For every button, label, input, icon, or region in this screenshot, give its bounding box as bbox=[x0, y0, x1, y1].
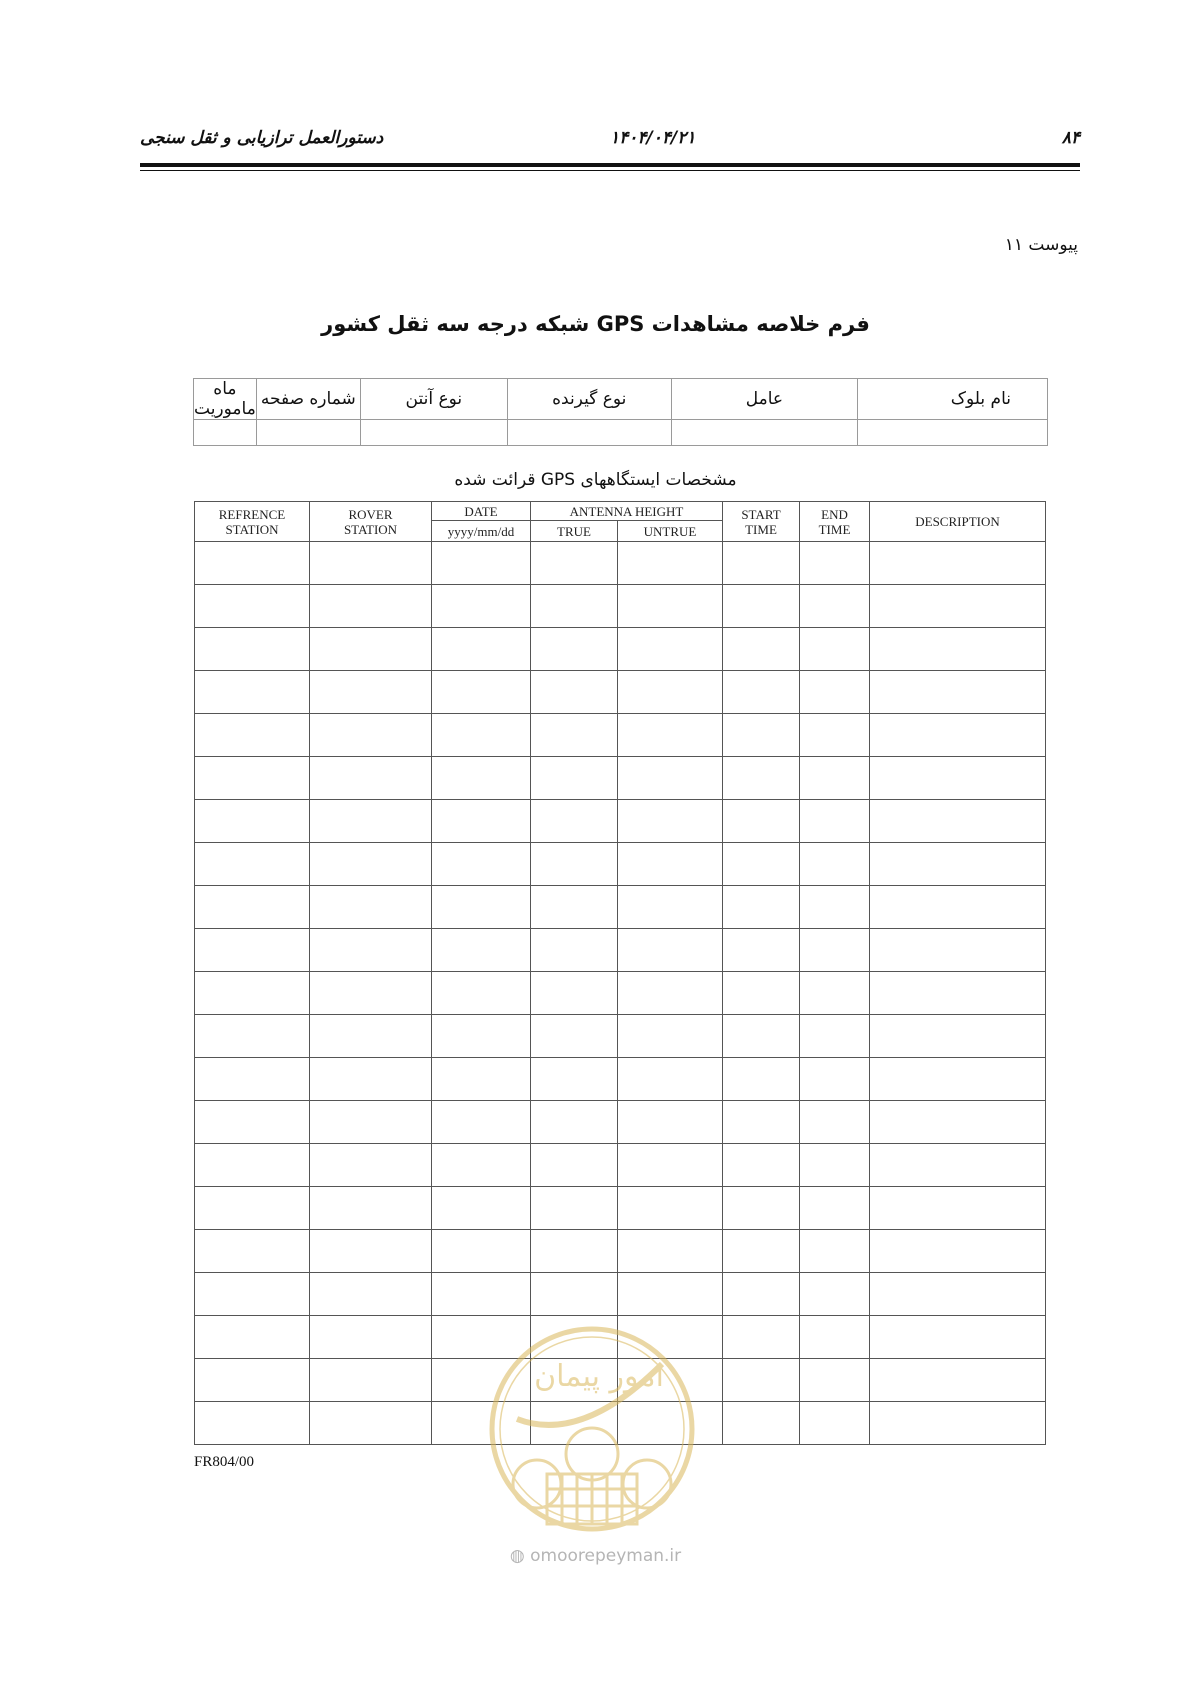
table-cell[interactable] bbox=[531, 886, 618, 929]
table-cell[interactable] bbox=[310, 585, 432, 628]
col-true: TRUE bbox=[531, 521, 618, 542]
table-cell[interactable] bbox=[531, 542, 618, 585]
table-cell[interactable] bbox=[432, 1015, 531, 1058]
table-cell[interactable] bbox=[195, 1402, 310, 1445]
table-row bbox=[195, 628, 1046, 671]
table-cell[interactable] bbox=[800, 671, 870, 714]
watermark-site: ◍ omoorepeyman.ir bbox=[509, 1546, 682, 1566]
col-description: DESCRIPTION bbox=[870, 502, 1046, 542]
col-untrue: UNTRUE bbox=[618, 521, 723, 542]
table-cell[interactable] bbox=[310, 757, 432, 800]
table-cell[interactable] bbox=[432, 671, 531, 714]
table-cell[interactable] bbox=[618, 542, 723, 585]
meta-cell[interactable] bbox=[256, 420, 360, 446]
table-cell[interactable] bbox=[432, 800, 531, 843]
table-cell[interactable] bbox=[618, 628, 723, 671]
form-title: فرم خلاصه مشاهدات GPS شبکه درجه سه ثقل کشور bbox=[321, 312, 870, 336]
table-cell[interactable] bbox=[800, 1402, 870, 1445]
table-cell[interactable] bbox=[800, 542, 870, 585]
table-cell[interactable] bbox=[618, 1273, 723, 1316]
table-cell[interactable] bbox=[870, 1359, 1046, 1402]
table-cell[interactable] bbox=[800, 1230, 870, 1273]
table-cell[interactable] bbox=[618, 1187, 723, 1230]
table-cell[interactable] bbox=[531, 671, 618, 714]
table-cell[interactable] bbox=[800, 800, 870, 843]
table-cell[interactable] bbox=[618, 1101, 723, 1144]
table-cell[interactable] bbox=[310, 1402, 432, 1445]
meta-cell[interactable] bbox=[360, 420, 507, 446]
table-cell[interactable] bbox=[870, 929, 1046, 972]
table-cell[interactable] bbox=[195, 1015, 310, 1058]
table-cell[interactable] bbox=[195, 929, 310, 972]
table-cell[interactable] bbox=[195, 972, 310, 1015]
table-cell[interactable] bbox=[870, 972, 1046, 1015]
meta-col-agent: عامل bbox=[671, 379, 857, 420]
table-cell[interactable] bbox=[870, 1402, 1046, 1445]
table-cell[interactable] bbox=[870, 628, 1046, 671]
table-cell[interactable] bbox=[531, 628, 618, 671]
stations-title: مشخصات ایستگاههای GPS قرائت شده bbox=[454, 470, 737, 490]
table-cell[interactable] bbox=[531, 1101, 618, 1144]
table-cell[interactable] bbox=[618, 1144, 723, 1187]
table-cell[interactable] bbox=[870, 1144, 1046, 1187]
table-cell[interactable] bbox=[195, 843, 310, 886]
observations-table bbox=[194, 501, 1046, 1445]
table-cell[interactable] bbox=[432, 714, 531, 757]
table-cell[interactable] bbox=[432, 1058, 531, 1101]
table-cell[interactable] bbox=[723, 628, 800, 671]
table-cell[interactable] bbox=[310, 1359, 432, 1402]
table-cell[interactable] bbox=[723, 1273, 800, 1316]
table-row bbox=[195, 843, 1046, 886]
table-row bbox=[195, 671, 1046, 714]
table-cell[interactable] bbox=[723, 542, 800, 585]
table-cell[interactable] bbox=[618, 929, 723, 972]
table-cell[interactable] bbox=[723, 929, 800, 972]
table-cell[interactable] bbox=[800, 585, 870, 628]
meta-cell[interactable] bbox=[858, 420, 1048, 446]
table-cell[interactable] bbox=[310, 714, 432, 757]
table-cell[interactable] bbox=[310, 886, 432, 929]
meta-cell[interactable] bbox=[671, 420, 857, 446]
table-cell[interactable] bbox=[800, 1316, 870, 1359]
table-cell[interactable] bbox=[618, 843, 723, 886]
table-cell[interactable] bbox=[800, 1101, 870, 1144]
table-cell[interactable] bbox=[723, 757, 800, 800]
table-cell[interactable] bbox=[723, 800, 800, 843]
col-antenna-height: ANTENNA HEIGHT bbox=[531, 502, 723, 521]
table-cell[interactable] bbox=[195, 1144, 310, 1187]
table-cell[interactable] bbox=[195, 1101, 310, 1144]
table-cell[interactable] bbox=[531, 714, 618, 757]
table-row bbox=[195, 1230, 1046, 1273]
table-row bbox=[195, 1015, 1046, 1058]
table-cell[interactable] bbox=[310, 542, 432, 585]
table-cell[interactable] bbox=[618, 886, 723, 929]
table-row bbox=[195, 1144, 1046, 1187]
table-cell[interactable] bbox=[531, 1144, 618, 1187]
table-cell[interactable] bbox=[618, 1230, 723, 1273]
table-cell[interactable] bbox=[531, 972, 618, 1015]
table-cell[interactable] bbox=[531, 1058, 618, 1101]
table-cell[interactable] bbox=[195, 1316, 310, 1359]
table-cell[interactable] bbox=[800, 1187, 870, 1230]
table-cell[interactable] bbox=[432, 843, 531, 886]
table-cell[interactable] bbox=[310, 929, 432, 972]
table-cell[interactable] bbox=[195, 1230, 310, 1273]
table-cell[interactable] bbox=[723, 1316, 800, 1359]
table-cell[interactable] bbox=[870, 1187, 1046, 1230]
meta-col-page: شماره صفحه bbox=[256, 379, 360, 420]
meta-col-antenna: نوع آنتن bbox=[360, 379, 507, 420]
table-cell[interactable] bbox=[618, 757, 723, 800]
table-cell[interactable] bbox=[618, 800, 723, 843]
table-cell[interactable] bbox=[800, 757, 870, 800]
table-cell[interactable] bbox=[800, 1359, 870, 1402]
table-cell[interactable] bbox=[432, 542, 531, 585]
table-cell[interactable] bbox=[310, 972, 432, 1015]
meta-cell[interactable] bbox=[194, 420, 257, 446]
table-cell[interactable] bbox=[800, 1058, 870, 1101]
table-cell[interactable] bbox=[800, 628, 870, 671]
meta-col-receiver: نوع گیرنده bbox=[507, 379, 671, 420]
table-cell[interactable] bbox=[531, 585, 618, 628]
page-number: ۸۴ bbox=[1061, 128, 1080, 148]
col-end-time: END TIME bbox=[800, 502, 870, 542]
header-title: دستورالعمل ترازیابی و ثقل سنجی bbox=[140, 128, 384, 148]
table-cell[interactable] bbox=[310, 671, 432, 714]
table-cell[interactable] bbox=[618, 671, 723, 714]
table-row bbox=[195, 1273, 1046, 1316]
table-cell[interactable] bbox=[310, 843, 432, 886]
table-row bbox=[195, 585, 1046, 628]
table-cell[interactable] bbox=[870, 585, 1046, 628]
table-cell[interactable] bbox=[870, 1015, 1046, 1058]
table-cell[interactable] bbox=[723, 886, 800, 929]
table-cell[interactable] bbox=[195, 585, 310, 628]
table-cell[interactable] bbox=[618, 1015, 723, 1058]
table-cell[interactable] bbox=[870, 542, 1046, 585]
table-row bbox=[195, 929, 1046, 972]
table-cell[interactable] bbox=[723, 1101, 800, 1144]
table-cell[interactable] bbox=[531, 1187, 618, 1230]
table-cell[interactable] bbox=[432, 1273, 531, 1316]
table-cell[interactable] bbox=[531, 800, 618, 843]
annex-label: پیوست ۱۱ bbox=[1004, 235, 1078, 255]
table-cell[interactable] bbox=[870, 671, 1046, 714]
table-cell[interactable] bbox=[870, 1058, 1046, 1101]
meta-cell[interactable] bbox=[507, 420, 671, 446]
table-cell[interactable] bbox=[723, 585, 800, 628]
table-row bbox=[195, 1187, 1046, 1230]
table-cell[interactable] bbox=[195, 1187, 310, 1230]
table-cell[interactable] bbox=[432, 929, 531, 972]
table-row bbox=[195, 972, 1046, 1015]
table-cell[interactable] bbox=[195, 714, 310, 757]
table-cell[interactable] bbox=[432, 972, 531, 1015]
table-cell[interactable] bbox=[723, 972, 800, 1015]
table-cell[interactable] bbox=[800, 1273, 870, 1316]
table-cell[interactable] bbox=[195, 1058, 310, 1101]
table-cell[interactable] bbox=[618, 972, 723, 1015]
globe-icon: ◍ bbox=[509, 1546, 525, 1566]
table-cell[interactable] bbox=[310, 1144, 432, 1187]
col-refrence-station: REFRENCE STATION bbox=[195, 502, 310, 542]
table-cell[interactable] bbox=[195, 886, 310, 929]
header-rule-thick bbox=[140, 163, 1080, 167]
table-cell[interactable] bbox=[531, 757, 618, 800]
table-cell[interactable] bbox=[531, 1230, 618, 1273]
table-cell[interactable] bbox=[432, 886, 531, 929]
table-cell[interactable] bbox=[723, 843, 800, 886]
col-date-format: yyyy/mm/dd bbox=[432, 521, 531, 542]
table-cell[interactable] bbox=[870, 843, 1046, 886]
table-cell[interactable] bbox=[723, 1144, 800, 1187]
table-cell[interactable] bbox=[723, 1187, 800, 1230]
table-cell[interactable] bbox=[800, 929, 870, 972]
header-rule-thin bbox=[140, 170, 1080, 171]
header-date: ۱۴۰۴/۰۴/۲۱ bbox=[610, 128, 696, 148]
table-cell[interactable] bbox=[870, 800, 1046, 843]
table-cell[interactable] bbox=[618, 585, 723, 628]
watermark-seal-icon bbox=[487, 1324, 697, 1534]
table-cell[interactable] bbox=[195, 800, 310, 843]
table-cell[interactable] bbox=[870, 1273, 1046, 1316]
table-cell[interactable] bbox=[432, 1230, 531, 1273]
table-cell[interactable] bbox=[310, 1316, 432, 1359]
table-cell[interactable] bbox=[800, 843, 870, 886]
table-cell[interactable] bbox=[310, 1101, 432, 1144]
table-row bbox=[195, 542, 1046, 585]
table-cell[interactable] bbox=[531, 1015, 618, 1058]
table-cell[interactable] bbox=[800, 886, 870, 929]
table-cell[interactable] bbox=[432, 628, 531, 671]
meta-col-month: ماه ماموریت bbox=[194, 379, 256, 419]
table-cell[interactable] bbox=[195, 542, 310, 585]
table-cell[interactable] bbox=[310, 1230, 432, 1273]
table-cell[interactable] bbox=[723, 714, 800, 757]
table-row bbox=[195, 800, 1046, 843]
table-cell[interactable] bbox=[531, 929, 618, 972]
table-cell[interactable] bbox=[310, 1187, 432, 1230]
table-cell[interactable] bbox=[531, 1273, 618, 1316]
table-cell[interactable] bbox=[723, 1230, 800, 1273]
table-cell[interactable] bbox=[310, 1273, 432, 1316]
table-cell[interactable] bbox=[195, 628, 310, 671]
table-cell[interactable] bbox=[870, 714, 1046, 757]
table-cell[interactable] bbox=[723, 1015, 800, 1058]
table-cell[interactable] bbox=[432, 757, 531, 800]
meta-col-block: نام بلوک bbox=[858, 379, 1048, 420]
table-cell[interactable] bbox=[310, 800, 432, 843]
table-cell[interactable] bbox=[800, 1015, 870, 1058]
table-cell[interactable] bbox=[432, 1144, 531, 1187]
table-cell[interactable] bbox=[870, 1101, 1046, 1144]
col-date: DATE bbox=[432, 502, 531, 521]
table-cell[interactable] bbox=[723, 671, 800, 714]
table-cell[interactable] bbox=[195, 1359, 310, 1402]
form-code: FR804/00 bbox=[194, 1454, 255, 1470]
table-cell[interactable] bbox=[432, 1101, 531, 1144]
table-cell[interactable] bbox=[618, 714, 723, 757]
table-cell[interactable] bbox=[800, 972, 870, 1015]
table-row bbox=[195, 757, 1046, 800]
svg-text:امور پیمان: امور پیمان bbox=[534, 1359, 664, 1394]
table-cell[interactable] bbox=[618, 1058, 723, 1101]
table-cell[interactable] bbox=[432, 1187, 531, 1230]
col-rover-station: ROVER STATION bbox=[310, 502, 432, 542]
table-row bbox=[195, 886, 1046, 929]
table-cell[interactable] bbox=[870, 757, 1046, 800]
table-cell[interactable] bbox=[723, 1058, 800, 1101]
table-cell[interactable] bbox=[870, 886, 1046, 929]
table-row bbox=[195, 714, 1046, 757]
table-cell[interactable] bbox=[310, 628, 432, 671]
table-cell[interactable] bbox=[723, 1402, 800, 1445]
table-row bbox=[195, 1058, 1046, 1101]
col-start-time: START TIME bbox=[723, 502, 800, 542]
table-cell[interactable] bbox=[800, 1144, 870, 1187]
table-cell[interactable] bbox=[195, 757, 310, 800]
running-header bbox=[140, 128, 1080, 162]
table-cell[interactable] bbox=[195, 671, 310, 714]
table-row bbox=[195, 1101, 1046, 1144]
table-cell[interactable] bbox=[432, 585, 531, 628]
table-cell[interactable] bbox=[870, 1230, 1046, 1273]
table-cell[interactable] bbox=[723, 1359, 800, 1402]
table-cell[interactable] bbox=[870, 1316, 1046, 1359]
table-cell[interactable] bbox=[310, 1015, 432, 1058]
table-cell[interactable] bbox=[800, 714, 870, 757]
meta-table bbox=[193, 378, 1048, 446]
table-cell[interactable] bbox=[195, 1273, 310, 1316]
table-cell[interactable] bbox=[310, 1058, 432, 1101]
table-cell[interactable] bbox=[531, 843, 618, 886]
